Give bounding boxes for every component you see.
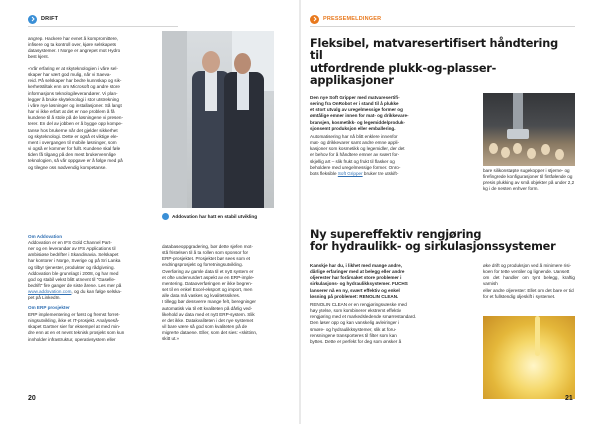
text-line: har kontorer i Norge, Sverige og på Sri Lanka — [28, 258, 121, 264]
text-line: angrep. Hackere har evnet å kompromittere, — [28, 36, 119, 41]
text-line: bedrift" fire ganger de siste årene. Les mer på — [28, 283, 122, 289]
col1-quote — [28, 66, 156, 171]
text-line: Kanskje har du, i likhet med mange andre, — [310, 263, 402, 268]
text-line: og skyteknologi. Dette er også et viktige ele- — [28, 133, 119, 139]
article2-body — [310, 302, 476, 345]
text-line: rensningene transporteres til filter som kan — [310, 332, 397, 338]
text-line: et ofte undervurdert aspekt av en ERP-imple- — [162, 274, 255, 280]
article1-lead — [310, 95, 476, 132]
text-line: ner og en leverandør av IFS Applications til — [28, 246, 116, 252]
text-line: har vi ikke erfart at det er noe problem å få — [28, 109, 115, 115]
text-line: reid. På selskaper har bedre kunnskap og sik- — [28, 78, 122, 84]
text-line: koen for tette ventiler og lignende. Uansett — [483, 269, 570, 275]
text-line: terer. En del av jobben er å bygge opp kompe- — [28, 121, 123, 127]
text-line: ERP-prosjektet. Prosjektet bør sees som et — [162, 256, 251, 262]
text-line: RENOLIN CLEAN er en rengjøringsvæske med — [310, 302, 407, 307]
om-addovation-heading: Om Addovation — [28, 234, 63, 239]
page-number-right: 21 — [565, 395, 573, 402]
section-badge-icon — [310, 15, 319, 24]
text-line: bare silikonstøpte sugekopper i stjerne- og — [483, 168, 570, 173]
text-line: kundene til å stole på de løsningene vi presen- — [28, 115, 123, 121]
text-line: Automatisering har nå blitt enklere innenfor — [310, 134, 398, 139]
text-line: skitt ut.» — [162, 336, 180, 342]
text-line: skaper har vært god mulig, når vi Saeva- — [28, 72, 111, 78]
article1-body — [310, 134, 476, 177]
text-line: mentering. Dataoverføringen er ikke begren- — [162, 280, 253, 286]
text-line: ningsutvikling, ikke et IT-prosjekt. Analyseså- — [28, 318, 120, 324]
text-line: kg i de nesten enhver form. — [483, 186, 539, 192]
om-addovation-text — [28, 240, 156, 302]
erp-heading: Om ERP prosjekter — [28, 305, 70, 310]
title-line: Ny supereffektiv rengjøring — [310, 228, 482, 241]
text-line: «Vår erfaring er at skyteknologien i våre sel- — [28, 66, 118, 71]
text-line: automatisk via til ett kvaliteten på dårlig ved- — [162, 305, 253, 311]
text-line: presis plukking av små objekter på under 2,2 — [483, 180, 575, 186]
text-line: tiden få tilgang på den mest brukervennlige — [28, 152, 116, 158]
text-line: løsning på problemet: RENOLIN CLEAN. — [310, 293, 399, 299]
title-line: Fleksibel, matvaresertifisert håndtering til — [310, 37, 558, 63]
article2-title — [310, 229, 572, 254]
text-line: bransjen, kosmetikk- og legemiddelproduk- — [310, 119, 405, 125]
text-line: rengjøring med et markedsledende smørrestandard. — [310, 314, 417, 320]
section-label: DRIFT — [41, 16, 59, 22]
text-line: er det ikke. Datakvaliteten i det nye systemet — [162, 317, 254, 323]
text-line: dre enn at en et nevnt teknisk prosjekt som kun — [28, 330, 125, 336]
article2-lead — [310, 263, 476, 300]
text-line: informasjons teknologileverandører. Vi plan- — [28, 90, 118, 96]
text-line: set til en enkel Excel-eksport og import, men — [162, 287, 253, 293]
article2-col2 — [483, 263, 575, 300]
text-line: Addovation ble grunnlagt i 2008, og har med — [28, 270, 119, 276]
col2-text — [162, 244, 290, 343]
page-gutter — [299, 0, 301, 424]
addovation-website-link[interactable]: www.addovation.com — [28, 289, 72, 295]
text-line: ERP implementering er først og fremst forret- — [28, 312, 120, 317]
text-line: endringsprosjekt og forretningsutvikling. — [162, 262, 243, 268]
section-label: PRESSEMELDINGER — [323, 16, 382, 22]
article1-col2 — [483, 168, 575, 193]
text-line: om det handler om tynt belegg, kraftig varnish — [483, 275, 575, 287]
text-line: byttes. Dette er perfekt for deg som ønsker å — [310, 338, 402, 344]
text-line: Addovation er en IFS Gold Channel Part- — [28, 240, 112, 245]
text-line: mat- og drikkevarer samt andre emne appli- — [310, 140, 400, 146]
text-line: kerhetstiltak enn om Microsoft og andre store — [28, 84, 120, 90]
text-line: høy ytelse, som kombinerer ekstremt effektiv — [310, 308, 402, 314]
text-line: databaseoppgradering, bør dette sjefen mot- — [162, 244, 253, 249]
text-line: Den nye Soft Gripper med matvaresertifi- — [310, 95, 400, 100]
text-line: kasjoner som kosmetikk og legemidler, der det — [310, 146, 405, 152]
text-line: tanse hos brukerne når det gjelder sikkerhet — [28, 127, 118, 133]
text-line: firefingrede konfigurasjoner til fintfølende og — [483, 174, 573, 180]
text-line: pet på LinkedIn. — [28, 295, 61, 301]
text-line: stå fristelsen til å ta rollen som sponsor for — [162, 250, 249, 256]
photo-oil-splash — [483, 316, 575, 399]
section-header-left — [28, 12, 58, 26]
text-line: Den løser opp og kan vanskelig avleiringer i — [310, 320, 400, 326]
photo-soft-gripper — [483, 93, 575, 166]
text-line: likehold av data med et nytt ERP-system. Slik — [162, 311, 255, 317]
text-line: ambisiøse bedrifter i Skandinavia. Selskapet — [28, 252, 119, 258]
text-line: og tilegne oss nødvendig kompetanse. — [28, 164, 107, 170]
text-line: legger å bruke skyteknologi i stor utstrekning — [28, 96, 119, 102]
photo-two-men — [162, 31, 274, 208]
header-rule — [28, 26, 178, 27]
text-line: I tillegg bør dessverre mange felt, beregninger — [162, 299, 256, 305]
text-line: infisere og ta kontroll over, kjøre selskapets — [28, 42, 117, 48]
title-line: utfordrende plukk-og-plasser-applikasjoner — [310, 61, 497, 88]
text-line: dårlige erfaringer med at belegg eller andre — [310, 269, 405, 275]
text-line: beholdere med uregelmessige former. Onro- — [310, 164, 401, 170]
text-line: sirkulasjons- og hydraulikksystemer. FUCHS — [310, 281, 408, 287]
text-line: sering fra OnRobot er i stand til å plukke — [310, 101, 399, 107]
text-line: smøre- og hydraulikksystemer, slik at foru- — [310, 326, 397, 332]
text-line: best kjent. — [28, 54, 49, 60]
text-line: alle data må vaskes og kvalitetssikres. — [162, 293, 241, 299]
text-line: skapet Gartner sier for eksempel at med min- — [28, 324, 121, 330]
section-header-right — [310, 12, 381, 26]
text-line: Overføring av gamle data til et nytt system er — [162, 268, 254, 274]
text-line: øke drift og produksjon ved å minimere risi- — [483, 263, 572, 268]
text-line: vi også er kommer for fullt. Kundene skal føle — [28, 146, 121, 152]
text-line: eller andre oljerester: Ellet om det bare er tid — [483, 287, 574, 293]
text-line: teknologien, så vår oppgave er å følge med på — [28, 158, 123, 164]
text-line: er behov for å håndtere emner av svært for- — [310, 152, 400, 158]
text-line: ment i overgangen til mobile løsninger, som — [28, 139, 117, 145]
text-line: sjonsemt produksjon eller emballering. — [310, 125, 396, 131]
article1-title — [310, 38, 572, 88]
text-line: oljerester har forårsaket store problemer i — [310, 275, 402, 281]
text-line: god og stabil vekst blitt utnevnt til "Gaselle- — [28, 276, 116, 282]
text-line: lanserer nå en ny, svært effektiv og enkel — [310, 287, 400, 293]
section-badge-icon — [28, 15, 37, 24]
text-line: og tilbyr tjenester, produkter og rådgivning. — [28, 264, 115, 270]
col1-intro — [28, 36, 156, 61]
text-line: vil bare være så god som kvaliteten på de — [162, 324, 248, 330]
text-line: et stort utvalg av uregelmessige former og — [310, 107, 403, 113]
text-line: datasystemer. I Norge er angrepet mot Hydro — [28, 48, 121, 54]
page-number-left: 20 — [28, 395, 36, 402]
text-line: ømtålige emner innen for mat- og drikkevare- — [310, 113, 409, 119]
text-line: skjellig art – slik frukt og frukt til flasker og — [310, 158, 395, 164]
header-rule — [310, 26, 575, 27]
text-fragment: bruker tre utskift- — [362, 170, 399, 176]
title-line: for hydraulikk- og sirkulasjonssystemer — [310, 240, 556, 254]
caption-bullet-icon — [162, 213, 169, 220]
text-fragment: bots fleksible — [310, 170, 338, 176]
photo-caption: Addovation har hatt en stabil utvikling — [162, 213, 292, 220]
link-suffix: , og du kan følge selska- — [71, 289, 122, 295]
text-line — [310, 171, 476, 177]
text-line: innholder infrastruktur, operativsystem eller — [28, 336, 116, 342]
text-line: i våre nye løsninger og installasjoner. Så langt — [28, 102, 122, 108]
erp-text — [28, 312, 156, 343]
text-line: migrerte dataene. Eller, som det sies: «skittinn, — [162, 330, 258, 336]
soft-gripper-link[interactable]: Soft Gripper — [337, 170, 363, 176]
text-line: for et fullstendig oljeskift i systemet. — [483, 293, 556, 299]
